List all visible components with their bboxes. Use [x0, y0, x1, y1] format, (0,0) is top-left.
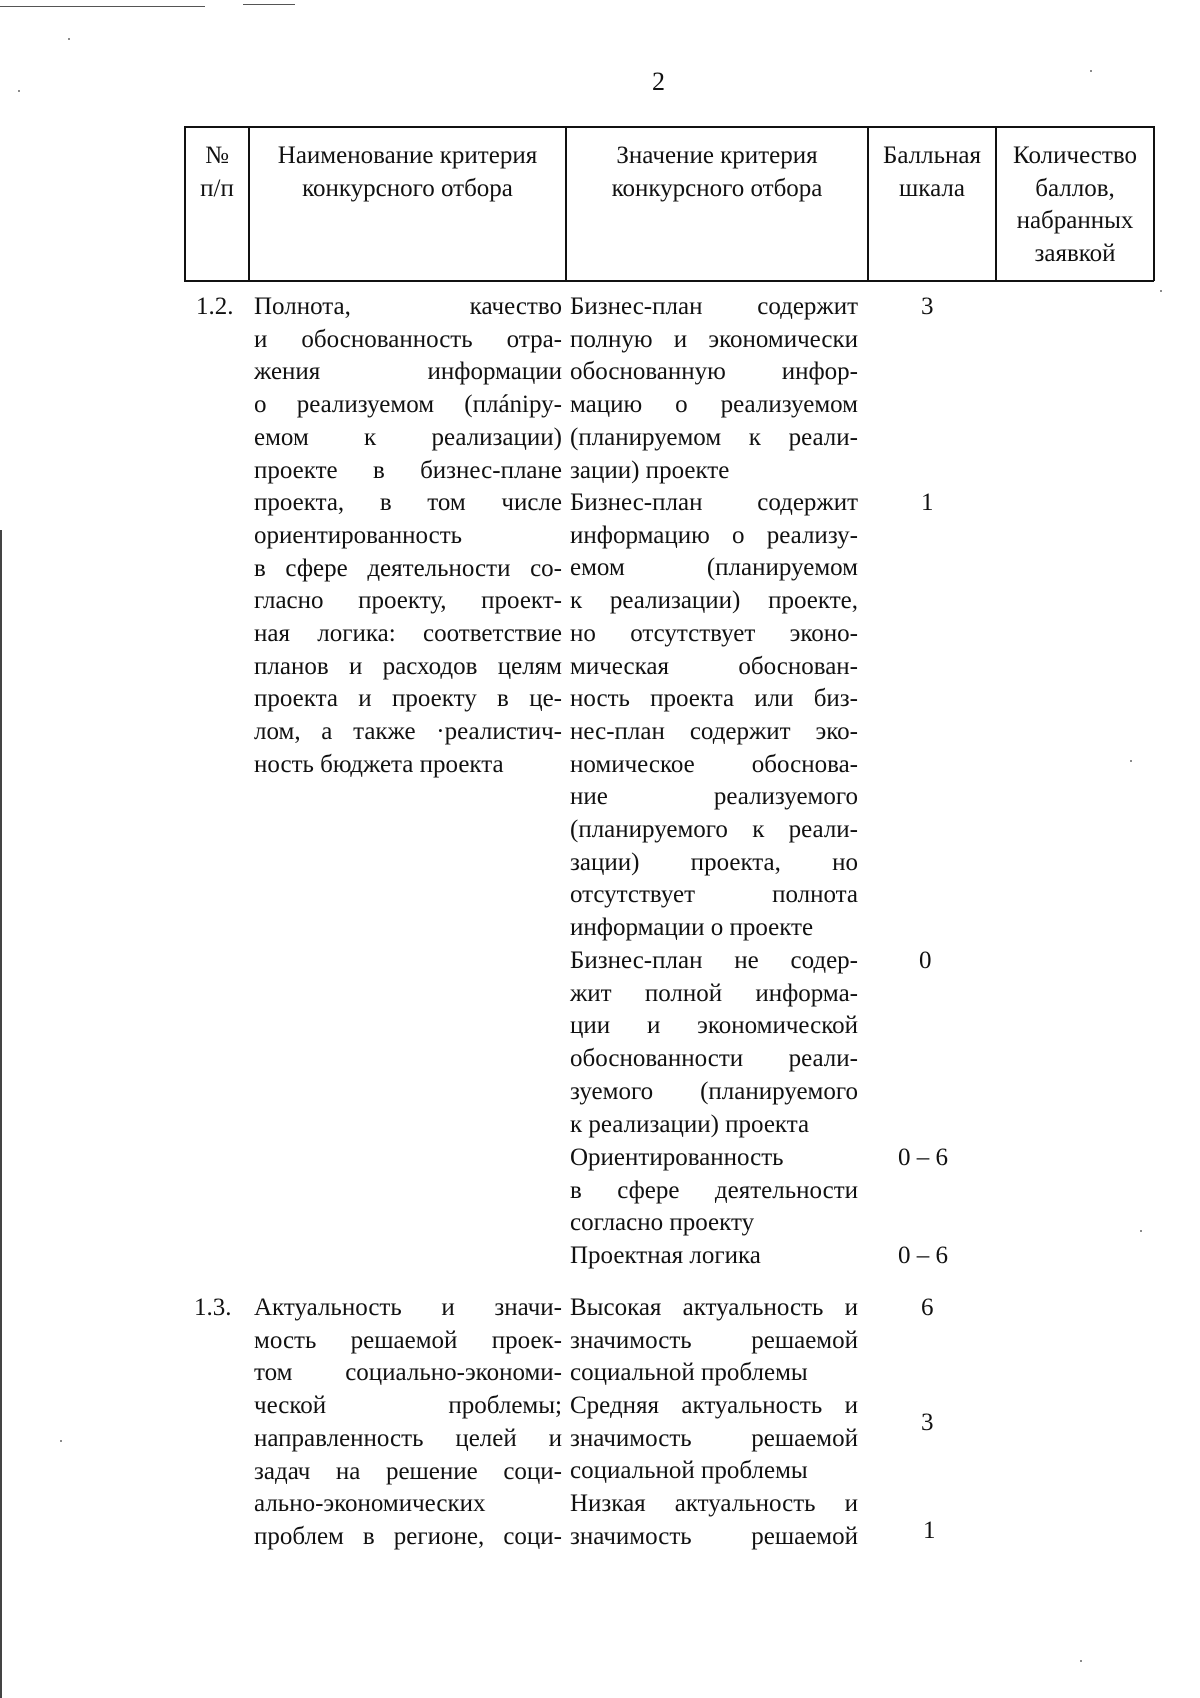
score: 6: [921, 1294, 934, 1321]
row-number: 1.3.: [194, 1294, 232, 1321]
header-number: № п/п: [200, 142, 234, 202]
criterion-name: Актуальность и значи- мость решаемой проек- том социально-экономи- ческой проблемы; направленность целей и задач на решение соци- ально-экономических проблем в регионе, соци-: [254, 1294, 562, 1550]
criterion-value: Бизнес-план не содер- жит полной информа- ции и экономической обоснованности реали- зуемого (планируемого к реализации) проекта: [570, 947, 858, 1138]
criterion-value: Низкая актуальность и значимость решаемой: [570, 1490, 858, 1550]
score: 0 – 6: [898, 1242, 948, 1269]
score: 0: [919, 947, 932, 974]
header-points-received: Количество баллов, набранных заявкой: [1013, 142, 1137, 268]
criterion-name: Полнота, качество и обоснованность отра- жения информации о реализуемом (плániру- емом к реализации) проекте в бизнес-плане проекта, в том числе ориентированность в сфере деятельности со- гласно проекту, проект- ная логика: соответствие планов и расходов целям проекта и проекту в це- лом, а также ·реалистич- ность бюджета проекта: [254, 293, 562, 778]
page-number: 2: [652, 67, 665, 96]
score: 1: [921, 489, 934, 516]
criterion-value: Проектная логика: [570, 1242, 761, 1269]
row-number: 1.2.: [196, 293, 234, 320]
header-criterion-name: Наименование критерия конкурсного отбора: [277, 142, 538, 202]
score: 3: [921, 293, 934, 320]
criterion-value: Высокая актуальность и значимость решаемой социальной проблемы: [570, 1294, 858, 1387]
criterion-value: Ориентированность в сфере деятельности согласно проекту: [570, 1144, 858, 1237]
score: 0 – 6: [898, 1144, 948, 1171]
criterion-value: Бизнес-план содержит полную и экономически обоснованную инфор- мацию о реализуемом (планируемом к реали- зации) проекте: [570, 293, 858, 484]
criterion-value: Бизнес-план содержит информацию о реализу- емом (планируемом к реализации) проекте, но отсутствует эконо- мическая обоснован- ность проекта или биз- нес-план содержит эко- номическое обоснова- ние реализуемого (планируемого к реали- зации) проекта, но отсутствует полнота информации о проекте: [570, 489, 858, 942]
score: 1: [923, 1517, 936, 1544]
header-score-scale: Балльная шкала: [883, 142, 981, 202]
score: 3: [921, 1409, 934, 1436]
header-criterion-value: Значение критерия конкурсного отбора: [611, 142, 823, 202]
criterion-value: Средняя актуальность и значимость решаемой социальной проблемы: [570, 1392, 858, 1485]
